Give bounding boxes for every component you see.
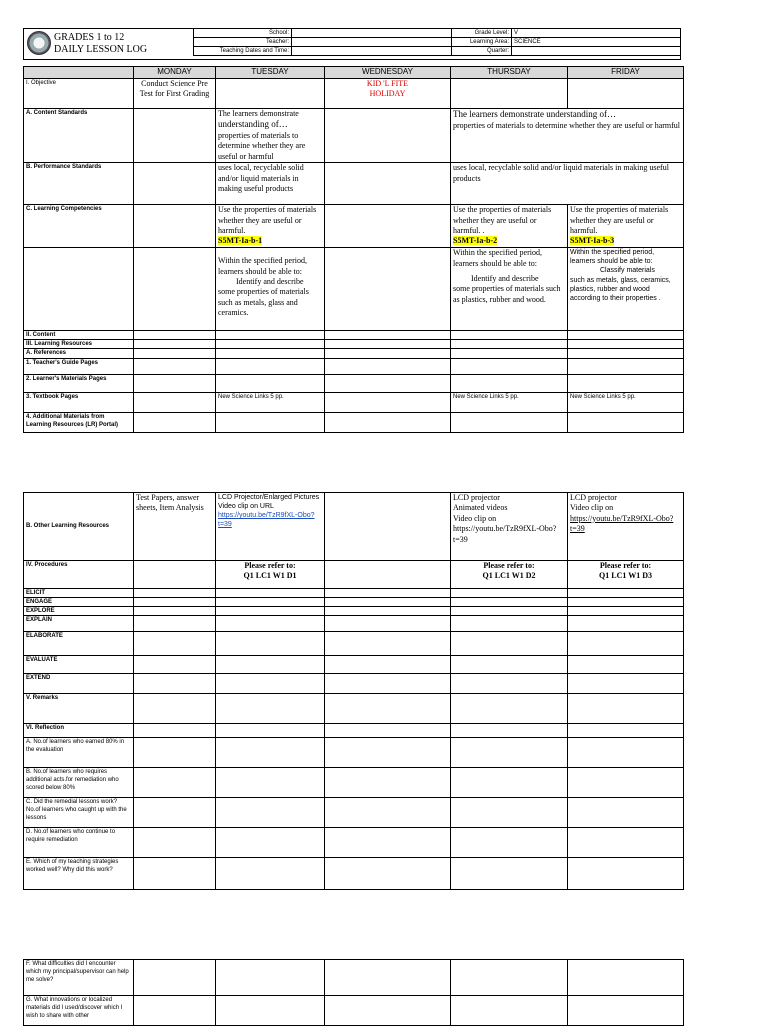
monday-performance-standards — [134, 163, 216, 205]
resource-line: Video clip on — [453, 513, 497, 523]
monday-content-standards — [134, 109, 216, 163]
thursday-competencies — [451, 205, 568, 248]
resource-line: Video clip on — [570, 503, 614, 513]
monday-competencies — [134, 205, 216, 248]
friday-procedures — [568, 561, 684, 589]
row-label-learning-competencies: C. Learning Competencies — [24, 205, 134, 248]
row-label-additional-materials: 4. Additional Materials from Learning Resources (LR) Portal) — [24, 412, 134, 432]
refer-label: Please refer to: — [483, 561, 535, 570]
refer-label: Please refer to: — [599, 561, 652, 570]
learning-area-field[interactable]: SCIENCE — [512, 38, 681, 47]
obj-detail: some properties of materials such as metals, glass and ceramics. — [218, 287, 309, 318]
resource-line: Animated videos — [453, 503, 508, 513]
tuesday-objective — [216, 79, 325, 109]
friday-objectives-detail — [568, 248, 684, 331]
thursday-objective — [451, 79, 568, 109]
row-label-teachers-guide: 1. Teacher's Guide Pages — [24, 358, 134, 374]
quarter-label: Quarter: — [452, 47, 512, 56]
wednesday-performance-standards — [325, 163, 451, 205]
row-label-content-standards: A. Content Standards — [24, 109, 134, 163]
row-label-learners-materials: 2. Learner's Materials Pages — [24, 374, 134, 392]
row-label-content: II. Content — [24, 331, 134, 340]
competency-code: S5MT-Ia-b-2 — [453, 236, 498, 246]
competency-code: S5MT-Ia-b-1 — [218, 236, 263, 246]
tuesday-objectives-detail — [216, 248, 325, 331]
day-header-wednesday: WEDNESDAY — [325, 67, 451, 79]
row-label-procedures: IV. Procedures — [24, 561, 134, 589]
refer-code: Q1 LC1 W1 D3 — [599, 571, 652, 581]
competency-code: S5MT-Ia-b-3 — [570, 236, 615, 246]
corner-cell — [24, 67, 134, 79]
holiday-title: KID 'L FITE — [366, 79, 409, 88]
thursday-friday-performance-standards: uses local, recyclable solid and/or liquid materials in making useful products — [451, 163, 684, 205]
lesson-log-table-3 — [23, 959, 684, 1026]
grade-level-field[interactable]: V — [512, 29, 681, 38]
row-label-textbook: 3. Textbook Pages — [24, 392, 134, 412]
row-label-objectives-detail — [24, 248, 134, 331]
day-header-friday: FRIDAY — [568, 67, 684, 79]
row-label-reflection-g: G. What innovations or localized materials did I used/discover which I wish to share with other — [24, 996, 134, 1026]
obj-intro: Within the specified period, learners should be able to: — [453, 248, 542, 268]
wednesday-objectives-detail — [325, 248, 451, 331]
row-label-reflection-a: A. No.of learners who earned 80% in the evaluation — [24, 738, 134, 768]
tuesday-other-resources — [216, 493, 325, 561]
header-info-table — [193, 28, 681, 56]
video-link[interactable]: https://youtu.be/TzR9fXL-Obo?t=39 — [453, 524, 557, 544]
wednesday-competencies — [325, 205, 451, 248]
row-label-other-resources: B. Other Learning Resources — [24, 493, 134, 561]
thursday-textbook: New Science Links 5 pp. — [451, 392, 568, 412]
video-link[interactable]: https://youtu.be/TzR9fXL-Obo?t=39 — [218, 512, 315, 529]
cs-line-2: understanding of… — [218, 119, 288, 130]
resource-line: LCD projector — [453, 493, 500, 502]
resource-line: Video clip on URL — [218, 503, 274, 511]
monday-other-resources: Test Papers, answer sheets, Item Analysis — [134, 493, 216, 561]
grade-level-label: Grade Level: — [452, 29, 512, 38]
row-label-remarks: V. Remarks — [24, 694, 134, 724]
row-label-extend: EXTEND — [24, 674, 134, 694]
friday-other-resources — [568, 493, 684, 561]
video-link[interactable]: https://youtu.be/TzR9fXL-Obo?t=39 — [570, 513, 674, 534]
friday-competencies — [568, 205, 684, 248]
row-label-reflection-f: F. What difficulties did I encounter which my principal/supervisor can help me solve? — [24, 960, 134, 996]
wednesday-holiday — [325, 79, 451, 109]
obj-verb: Identify and describe — [471, 274, 539, 284]
friday-textbook: New Science Links 5 pp. — [568, 392, 684, 412]
row-label-performance-standards: B. Performance Standards — [24, 163, 134, 205]
obj-intro: Within the specified period, learners should be able to: — [218, 256, 307, 276]
refer-code: Q1 LC1 W1 D1 — [243, 571, 297, 581]
tuesday-content-standards — [216, 109, 325, 163]
holiday-label: HOLIDAY — [369, 89, 406, 99]
row-label-reflection-e: E. Which of my teaching strategies worked well? Why did this work? — [24, 858, 134, 890]
row-label-reflection: VI. Reflection — [24, 724, 134, 738]
tuesday-textbook: New Science Links 5 pp. — [216, 392, 325, 412]
row-label-evaluate: EVALUATE — [24, 656, 134, 674]
resource-line: LCD Projector/Enlarged Pictures — [218, 494, 320, 501]
row-label-learning-resources: III. Learning Resources — [24, 340, 134, 349]
refer-label: Please refer to: — [244, 561, 296, 570]
row-label-engage: ENGAGE — [24, 598, 134, 607]
obj-verb: Classify materials — [600, 267, 655, 275]
obj-detail: some properties of materials such as plastics, rubber and wood. — [453, 284, 561, 304]
title-line-2: DAILY LESSON LOG — [54, 44, 148, 55]
cs-line-3: properties of materials to determine whether they are useful or harmful — [218, 131, 306, 161]
row-label-reflection-d: D. No.of learners who continue to require remediation — [24, 828, 134, 858]
thursday-objectives-detail — [451, 248, 568, 331]
resource-line: LCD projector — [570, 493, 617, 502]
wednesday-other-resources — [325, 493, 451, 561]
cs-line-1: The learners demonstrate understanding of… — [453, 109, 616, 119]
row-label-explain: EXPLAIN — [24, 616, 134, 632]
row-label-reflection-c: C. Did the remedial lessons work? No.of learners who caught up with the lessons — [24, 798, 134, 828]
competency-text: Use the properties of materials whether they are useful or harmful. — [570, 205, 669, 236]
teaching-dates-label: Teaching Dates and Time: — [194, 47, 292, 56]
teacher-label: Teacher: — [194, 38, 292, 47]
quarter-field[interactable] — [512, 47, 681, 56]
day-header-monday: MONDAY — [134, 67, 216, 79]
day-header-tuesday: TUESDAY — [216, 67, 325, 79]
lesson-log-table-2 — [23, 492, 684, 890]
competency-text: Use the properties of materials whether they are useful or harmful. . — [453, 205, 552, 236]
obj-intro: Within the specified period, learners should be able to: — [570, 249, 655, 266]
school-field[interactable] — [292, 29, 452, 38]
cs-line-1: The learners demonstrate — [218, 109, 299, 118]
competency-text: Use the properties of materials whether they are useful or harmful. — [218, 205, 317, 236]
tuesday-procedures — [216, 561, 325, 589]
tuesday-competencies — [216, 205, 325, 248]
monday-objective: Conduct Science Pre Test for First Grading — [134, 79, 216, 109]
learning-area-label: Learning Area: — [452, 38, 512, 47]
lesson-log-table-1 — [23, 66, 684, 433]
title-line-1: GRADES 1 to 12 — [54, 32, 125, 43]
thursday-friday-content-standards — [451, 109, 684, 163]
row-label-explore: EXPLORE — [24, 607, 134, 616]
monday-objectives-detail — [134, 248, 216, 331]
obj-verb: Identify and describe — [236, 277, 304, 287]
row-label-elaborate: ELABORATE — [24, 632, 134, 656]
thursday-procedures — [451, 561, 568, 589]
row-label-reflection-b: B. No.of learners who requires additional acts.for remediation who scored below 80% — [24, 768, 134, 798]
refer-code: Q1 LC1 W1 D2 — [482, 571, 536, 581]
thursday-other-resources — [451, 493, 568, 561]
school-label: School: — [194, 29, 292, 38]
cs-line-2: properties of materials to determine whether they are useful or harmful — [453, 120, 681, 130]
wednesday-content-standards — [325, 109, 451, 163]
teacher-field[interactable] — [292, 38, 452, 47]
day-header-thursday: THURSDAY — [451, 67, 568, 79]
row-label-objective: I. Objective — [24, 79, 134, 109]
deped-seal-icon — [27, 31, 51, 55]
tuesday-performance-standards: uses local, recyclable solid and/or liquid materials in making useful products — [216, 163, 325, 205]
friday-objective — [568, 79, 684, 109]
obj-detail: such as metals, glass, ceramics, plastics, rubber and wood according to their properties . — [570, 276, 671, 302]
row-label-references: A. References — [24, 349, 134, 358]
teaching-dates-field[interactable] — [292, 47, 452, 56]
row-label-elicit: ELICIT — [24, 589, 134, 598]
